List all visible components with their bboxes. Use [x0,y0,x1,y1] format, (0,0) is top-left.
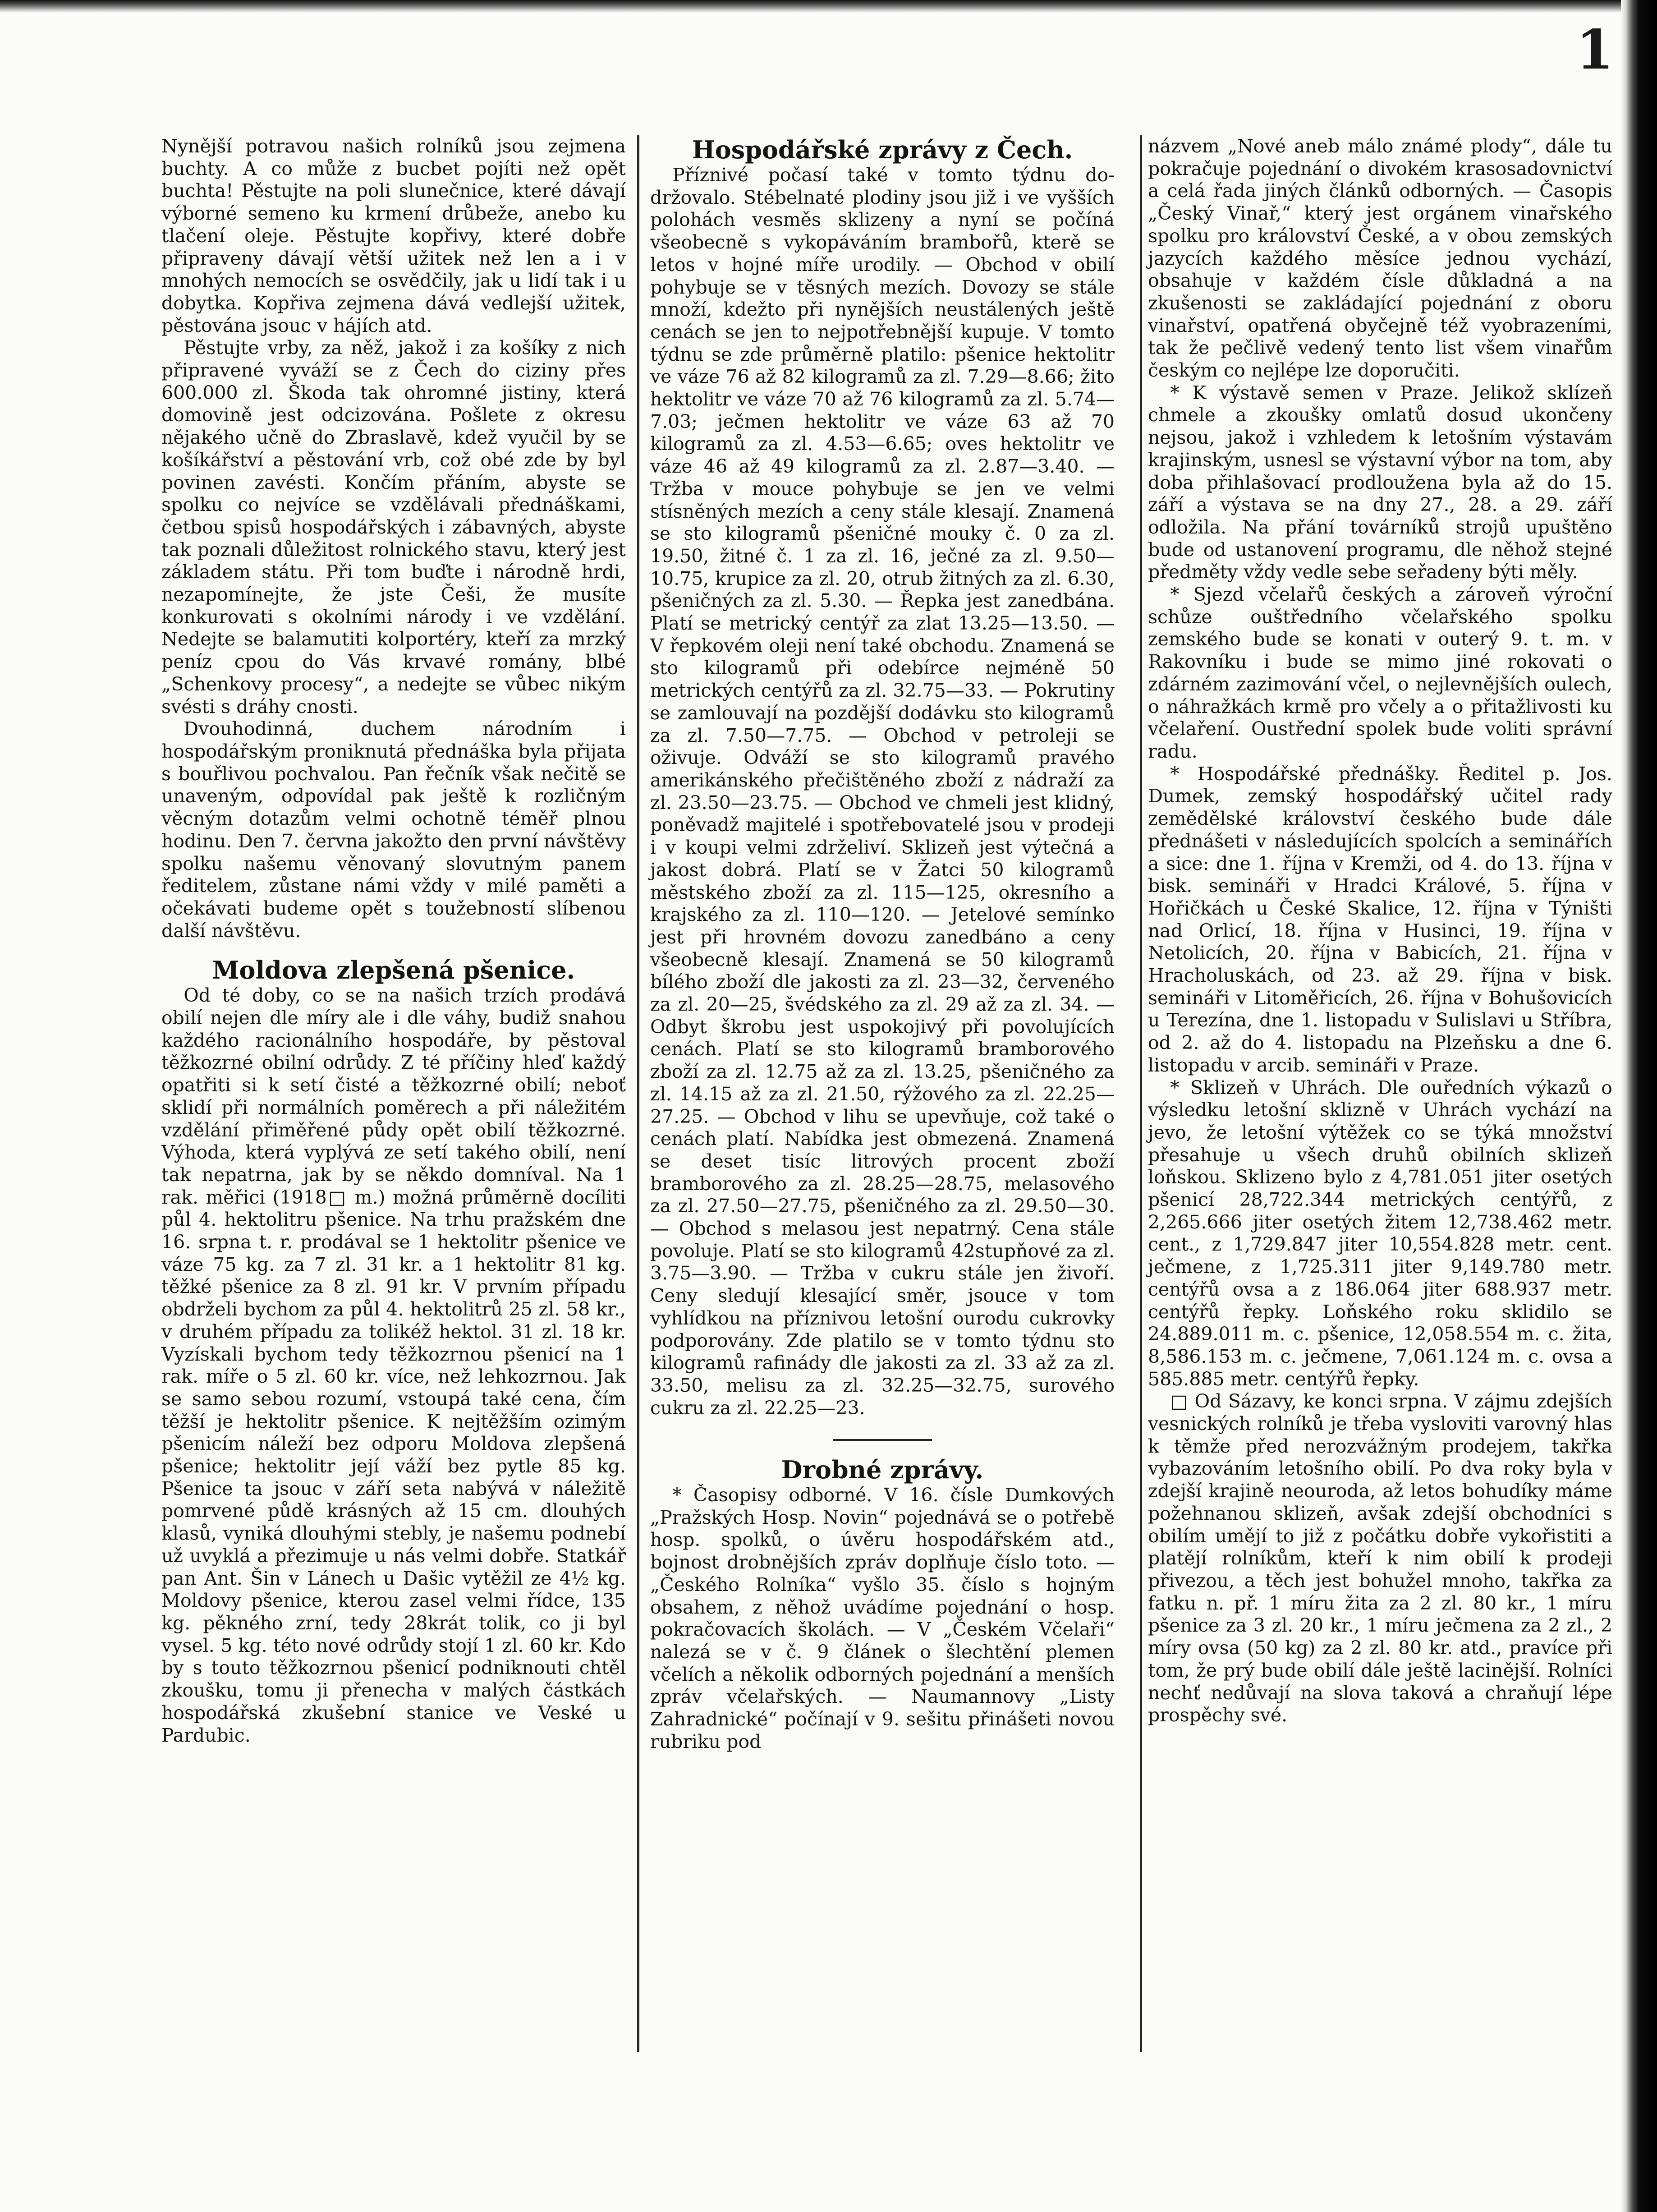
news-item: * Hospodářské přednášky. Ředitel p. Jos. Dumek, zemský hospodářský učitel rady zemědělské království českého bude dále přednášeti v následujících spolcích a seminářích a sice: dne 1. října v Kremži, od 4. do 13. října v bisk. semináři v Hradci Králové, 5. října v Hořičkách u České Skalice, 12. října v Týništi nad Orlicí, 18. října v Husinci, 19. října v Netolicích, 20. října v Babicích, 21. října v Hracholuskách, od 23. až 29. října v bisk. semináři v Litoměřicích, 26. října v Bohušovicích u Terezína, dne 1. listopadu v Sulislavi u Stříbra, od 2. až do 4. listopadu na Plzeňsku a dne 6. listopadu v arcib. semináři v Praze. [1148,763,1612,1076]
article-paragraph: Dvouhodinná, duchem národním i hospodářským proniknutá přednáška byla přijata s bouřlivou pochvalou. Pan řečník však nečitě se unaveným, odpovídal pak ještě k rozličným věcným dotazům velmi ochotně téměř plnou hodinu. Den 7. června jakožto den první návštěvy spolku našemu věnovaný slovutným panem ředitelem, zůstane námi vždy v milé paměti a očekávati budeme opět s toužebností slíbenou další návštěvu. [161,718,626,942]
article-heading: Moldova zlepšená pšenice. [212,956,575,985]
news-item: * Sklizeň v Uhrách. Dle ouředních výkazů o výsledku letošní sklizně v Uhrách vychází na jevo, že letošní výtěžek co se týká množství přesahuje u všech druhů obilních sklizeň loňskou. Sklizeno bylo z 4,781.051 jiter osetých pšenicí 28,722.344 metrických centýřů, z 2,265.666 jiter osetých žitem 12,738.462 metr. cent., z 1,729.847 jiter 10,554.828 metr. cent. ječmene, z 1,725.311 jiter 9,149.780 metr. centýřů ovsa a z 186.064 jiter 688.937 metr. centýřů řepky. Loňského roku sklidilo se 24.889.011 m. c. pšenice, 12,058.554 m. c. žita, 8,586.153 m. c. ječmene, 7,061.124 m. c. ovsa a 585.885 metr. centýřů řepky. [1148,1076,1612,1390]
news-item: □ Od Sázavy, ke konci srpna. V zájmu zdejších vesnických rolníků je třeba vysloviti varovný hlas k těmže před nerozvážným prodejem, takřka vybazováním letošního obilí. Po dva roky byla v zdejší krajině neouroda, až letos bohudíky máme požehnanou sklizeň, avšak zdejší obchodníci s obilím umějí to již z počátku dobře vykořistiti a platějí rolníkům, kteří k nim obilí k prodeji přivezou, a těch jest bohužel mnoho, takřka za fatku n. př. 1 míru žita za 2 zl. 80 kr., 1 míru pšenice za 3 zl. 20 kr., 1 míru ječmena za 2 zl., 2 míry ovsa (50 kg) za 2 zl. 80 kr. atd., pravíce při tom, že prý bude obilí dále ještě lacinější. Rolníci nechť nedůvají na slova taková a chraňují lépe prospěchy své. [1148,1390,1612,1726]
spacer [161,942,626,956]
section-heading: Drobné zprávy. [781,1455,984,1485]
scan-right-edge [1621,0,1657,2212]
news-item: * K výstavě semen v Praze. Jelikož sklízeň chmele a zkoušky omlatů dosud ukončeny nejsou, jakož i vzhledem k letošním výstavám krajinským, usnesl se výstavní výbor na tom, aby doba přihlašovací prodloužena byla až do 15. září a výstava se na dny 27., 28. a 29. září odložila. Na přání továrníků strojů upuštěno bude od ustanovení programu, dle něhož stejné předměty vždy vedle sebe seřadeny býti měly. [1148,382,1612,583]
article-paragraph: Pěstujte vrby, za něž, jakož i za košíky z nich připravené vyváží se z Čech do ciziny přes 600.000 zl. Škoda tak ohromné jistiny, která domovině jest odcizována. Pošlete z okresu nějakého učně do Zbraslavě, kdež vyučil by se košíkářství a pěstování vrb, což obé zde by byl povinen zavésti. Končím přáním, abyste se spolku co nejvíce se vzdělávali přednáškami, četbou spisů hospodářských i zábavných, abyste tak poznali důležitost rolnického stavu, který jest základem státu. Při tom buďte i národně hrdi, nezapomínejte, že jste Češi, že musíte konkurovati s okolními národy i ve vzdělání. Nedejte se balamutiti kolportéry, kteří za mrzký peníz cpou do Vás krvavé romány, blbé „Schenkovy procesy“, a nedejte se vůbec nikým svésti s dráhy cnosti. [161,337,626,717]
section-divider [650,1427,1115,1450]
article-paragraph: Od té doby, co se na našich trzích prodává obilí nejen dle míry ale i dle váhy, budiž snahou každého racionálního hospodáře, by pěstoval těžkozrné obilní odrůdy. Z té příčiny hleď každý opatřiti si k setí čisté a těžkozrné obilí; neboť sklidí při normálních poměrech a při náležitém vzdělání přiměřené půdy opět obilí těžkozrné. Výhoda, která vyplývá ze setí takého obilí, není tak nepatrna, jak by se někdo domníval. Na 1 rak. měřici (1918□ m.) možná průměrně docíliti půl 4. hektolitru pšenice. Na trhu pražském dne 16. srpna t. r. prodával se 1 hektolitr pšenice ve váze 75 kg. za 7 zl. 31 kr. a 1 hektolitr 81 kg. těžké pšenice za 8 zl. 91 kr. V prvním případu obdrželi bychom za půl 4. hektolitrů 25 zl. 58 kr., v druhém případu za tolikéž hektol. 31 zl. 18 kr. Vyzískali bychom tedy těžkozrnou pšenicí na 1 rak. míře o 5 zl. 60 kr. více, než lehkozrnou. Jak se samo sebou rozumí, vstoupá také cena, čím těžší je hektolitr pšenice. K nejtěžším ozimým pšenicím náleží bez odporu Moldova zlepšená pšenice; hektolitr její váží bez pytle 85 kg. Pšenice ta jsouc v září seta nabývá v náležitě pomrvené půdě krásných až 15 cm. dlouhých klasů, vyniká dlouhými stebly, je našemu podnebí už uvyklá a přezimuje u nás velmi dobře. Statkář pan Ant. Šin v Lánech u Dašic vytěžil ze 4½ kg. Moldovy pšenice, kterou zasel velmi řídce, 135 kg. pěkného zrní, tedy 28krát tolik, co ji byl vysel. 5 kg. této nové odrůdy stojí 1 zl. 60 kr. Kdo by s touto těžkozrnou pšenicí podniknouti chtěl zkoušku, tomu ji přenecha v malých částkách hospodářská zkušební stanice ve Veské u Pardubic. [161,984,626,1746]
column-rule-2 [1140,135,1142,2052]
column-rule-1 [637,135,639,2052]
column-left [161,135,626,1747]
article-paragraph: Nynější potravou našich rolníků jsou zejmena buchty. A co může z bucbet pojíti než opět buchta! Pěstujte na poli slunečnice, které dávají výborné semeno ku krmení drůbeže, anebo ku tlačení oleje. Pěstujte kopřivy, které dobře připraveny dávají větší užitek než len a i v mnohých nemocích se osvědčily, jak u lidí tak i u dobytka. Kopřiva zejmena dává vedlejší užitek, pěstována jsouc v hájích atd. [161,135,626,336]
news-item: * Sjezd včelařů českých a zároveň výroční schůze ouštředního včelařského spolku zemského bude se konati v outerý 9. t. m. v Rakovníku i bude se mimo jiné rokovati o zdárném zazimování včel, o nejlevnějších oulech, o náhražkách krmě pro včely a o přitažlivosti ku včelaření. Oustřední spolek bude voliti správní radu. [1148,584,1612,762]
page-corner-mark: 1 [1576,18,1614,82]
column-right [1148,135,1612,1727]
news-item: * Časopisy odborné. V 16. čísle Dumkových „Pražských Hosp. Novin“ pojednává se o potřebě hosp. spolků, o úvěru hospodářském atd., bojnost drobnějších zpráv doplňuje číslo toto. — „Českého Rolníka“ vyšlo 35. číslo s hojným obsahem, z něhož uvádíme pojednání o hosp. pokračovacích školách. — V „Českém Včelaři“ nalezá se v č. 9 článek o šlechtění plemen včelích a několik odborných pojednání a menších zpráv včelařských. — Naumannovy „Listy Zahradnické“ počínají v 9. sešitu přinášeti novou rubriku pod [650,1484,1115,1752]
article-paragraph: názvem „Nové aneb málo známé plody“, dále tu pokračuje pojednání o divokém krasosadovnictví a celá řada jiných článků odborných. — Časopis „Český Vinař,“ který jest orgánem vinařského spolku pro království České, a v obou zemských jazycích každého měsíce jednou vychází, obsahuje v každém čísle důkladná a na zkušenosti se zakládající pojednání z oboru vinařství, opatřená obyčejně též vyobrazeními, tak že pečlivě vedený tento list všem vinařům českým co nejlépe lze doporučiti. [1148,135,1612,382]
scan-top-edge [0,0,1657,13]
article-paragraph: Příznivé počasí také v tomto týdnu do-držovalo. Stébelnaté plodiny jsou již i ve vyšších polohách vesměs sklizeny a nyní se počíná všeobecně s vykopáváním brambořů, kterě se letos v hojné míře urodily. — Obchod v obilí pohybuje se v těsných mezích. Dovozy se stále množí, kdežto při nynějších neustálených ještě cenách se jen to nejpotřebnější kupuje. V tomto týdnu se zde průměrně platilo: pšenice hektolitr ve váze 76 až 82 kilogramů za zl. 7.29—8.66; žito hektolitr ve váze 70 až 76 kilogramů za zl. 5.74—7.03; ječmen hektolitr ve váze 63 až 70 kilogramů za zl. 4.53—6.65; oves hektolitr ve váze 46 až 49 kilogramů za zl. 2.87—3.40. — Tržba v mouce pohybuje se jen ve velmi stísněných mezích a ceny stále klesají. Znamená se sto kilogramů pšeničné mouky č. 0 za zl. 19.50, žitné č. 1 za zl. 16, ječné za zl. 9.50—10.75, krupice za zl. 20, otrub žitných za zl. 6.30, pšeničných za zl. 5.30. — Řepka jest zanedbána. Platí se metrický centýř za zlat 13.25—13.50. — V řepkovém oleji není také obchodu. Znamená se sto kilogramů při odebírce nejméně 50 metrických centýřů za zl. 32.75—33. — Pokrutiny se zamlouvají na pozdější dodávku sto kilogramů za zl. 7.50—7.75. — Obchod v petroleji se oživuje. Odváží se sto kilogramů pravého amerikánského přečištěného zboží z nádraží za zl. 23.50—23.75. — Obchod ve chmeli jest klidný, poněvadž majitelé i spotřebovatelé jsou v prodeji i v koupi velmi zdrželiví. Sklizeň jest výtečná a jakost dobrá. Platí se v Žatci 50 kilogramů městského zboží za zl. 115—125, okresního a krajského za zl. 110—120. — Jetelové semínko jest při hrovném dovozu zanedbáno a ceny všeobecně klesají. Znamená se 50 kilogramů bílého zboží dle jakosti za zl. 23—32, červeného za zl. 20—25, švédského za zl. 29 až za zl. 34. — Odbyt škrobu jest uspokojivý při povolujících cenách. Platí se sto kilogramů bramborového zboží za zl. 12.75 až za zl. 13.25, pšeničného za zl. 14.15 až za zl. 21.50, rýžového za zl. 22.25—27.25. — Obchod v lihu se upevňuje, což také o cenách platí. Nabídka jest obmezená. Znamená se deset tisíc litrových procent zboží bramborového za zl. 28.25—28.75, melasového za zl. 27.50—27.75, pšeničného za zl. 29.50—30. — Obchod s melasou jest nepatrný. Cena stále povoluje. Platí se sto kilogramů 42stupňové za zl. 3.75—3.90. — Tržba v cukru stále jen živoří. Ceny sledují klesající směr, jsouce v tom vyhlídkou na příznivou letošní ourodu cukrovky podporovány. Zde platilo se v tomto týdnu sto kilogramů rafinády dle jakosti za zl. 33 až za zl. 33.50, melisu za zl. 32.25—32.75, surového cukru za zl. 22.25—23. [650,164,1115,1419]
article-heading: Hospodářské zprávy z Čech. [692,135,1073,164]
column-middle [650,135,1115,1753]
